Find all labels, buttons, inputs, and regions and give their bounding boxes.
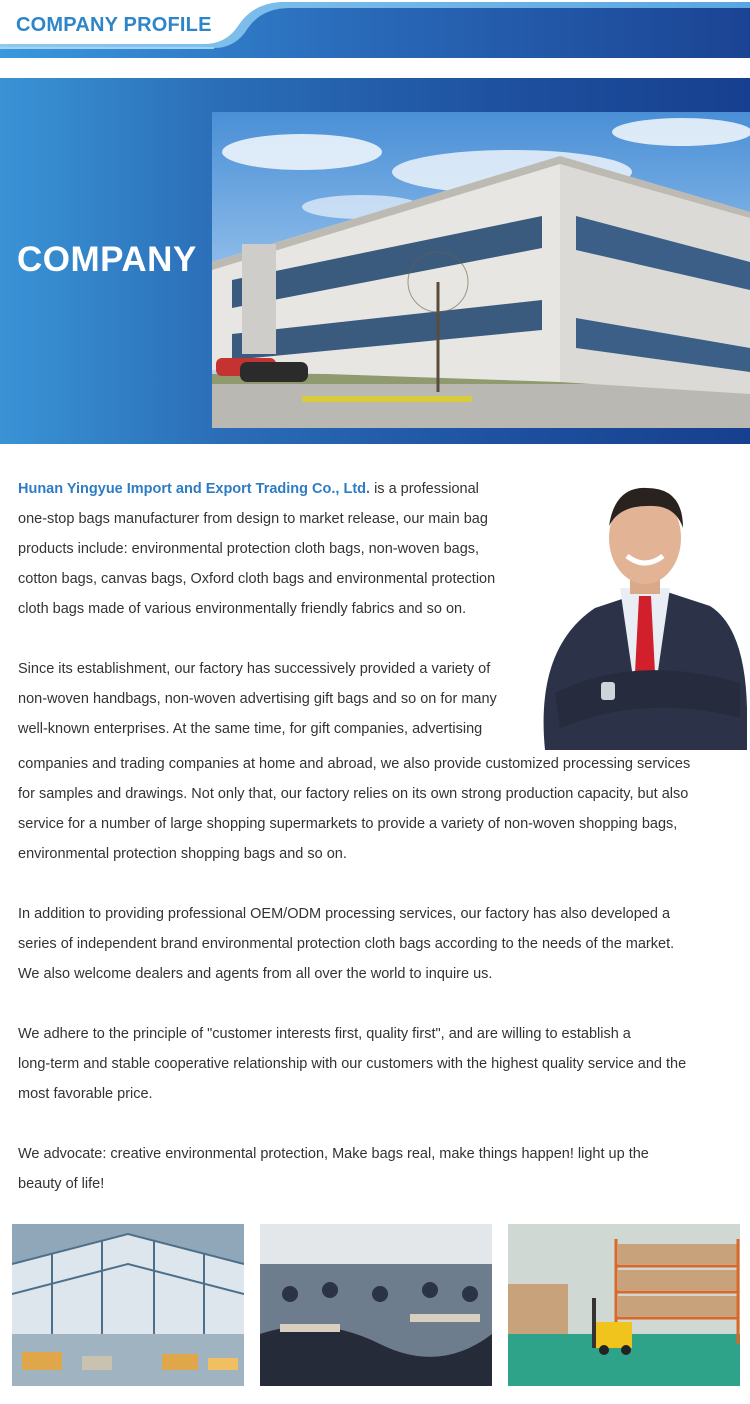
sewing-workshop-photo <box>260 1224 492 1386</box>
oem-line: In addition to providing professional OEM/ODM processing services, our factory has also developed a <box>18 906 671 922</box>
oem-line: series of independent brand environmental protection cloth bags according to the needs of the market. <box>18 936 675 952</box>
principle-line: most favorable price. <box>18 1086 153 1102</box>
history-paragraph-bottom <box>18 749 733 869</box>
intro-line: cloth bags made of various environmentally friendly fabrics and so on. <box>18 601 467 617</box>
company-hero-banner <box>0 78 750 444</box>
history-line: Since its establishment, our factory has successively provided a variety of <box>18 661 491 677</box>
advocate-line: We advocate: creative environmental protection, Make bags real, make things happen! light up the <box>18 1146 649 1162</box>
history-line: companies and trading companies at home and abroad, we also provide customized processing services <box>18 756 691 772</box>
intro-line: one-stop bags manufacturer from design to market release, our main bag <box>18 511 488 527</box>
history-line: well-known enterprises. At the same time, for gift companies, advertising <box>18 721 483 737</box>
principle-line: long-term and stable cooperative relationship with our customers with the highest quality service and the <box>18 1056 687 1072</box>
history-paragraph-top <box>18 654 518 744</box>
intro-paragraph <box>18 474 518 624</box>
intro-line: cotton bags, canvas bags, Oxford cloth bags and environmental protection <box>18 571 496 587</box>
history-line: service for a number of large shopping supermarkets to provide a variety of non-woven shopping bags, <box>18 816 678 832</box>
oem-paragraph <box>18 899 733 989</box>
advocate-paragraph <box>18 1139 733 1199</box>
factory-hall-photo <box>12 1224 244 1386</box>
company-name: Hunan Yingyue Import and Export Trading Co., Ltd. <box>18 481 371 497</box>
oem-line: We also welcome dealers and agents from all over the world to inquire us. <box>18 966 493 982</box>
intro-line: products include: environmental protection cloth bags, non-woven bags, <box>18 541 480 557</box>
principle-paragraph <box>18 1019 733 1109</box>
section-title: COMPANY PROFILE <box>16 14 212 36</box>
warehouse-forklift-photo <box>508 1224 740 1386</box>
history-line: for samples and drawings. Not only that, our factory relies on its own strong production capacity, but also <box>18 786 689 802</box>
intro-line: is a professional <box>370 481 479 497</box>
principle-line: We adhere to the principle of "customer interests first, quality first", and are willing to establish a <box>18 1026 631 1042</box>
advocate-line: beauty of life! <box>18 1176 105 1192</box>
section-header <box>0 0 750 60</box>
businessman-photo <box>535 478 750 750</box>
history-line: non-woven handbags, non-woven advertising gift bags and so on for many <box>18 691 497 707</box>
hero-heading: COMPANY <box>17 240 197 279</box>
history-line: environmental protection shopping bags and so on. <box>18 846 347 862</box>
factory-building-photo <box>212 112 750 428</box>
